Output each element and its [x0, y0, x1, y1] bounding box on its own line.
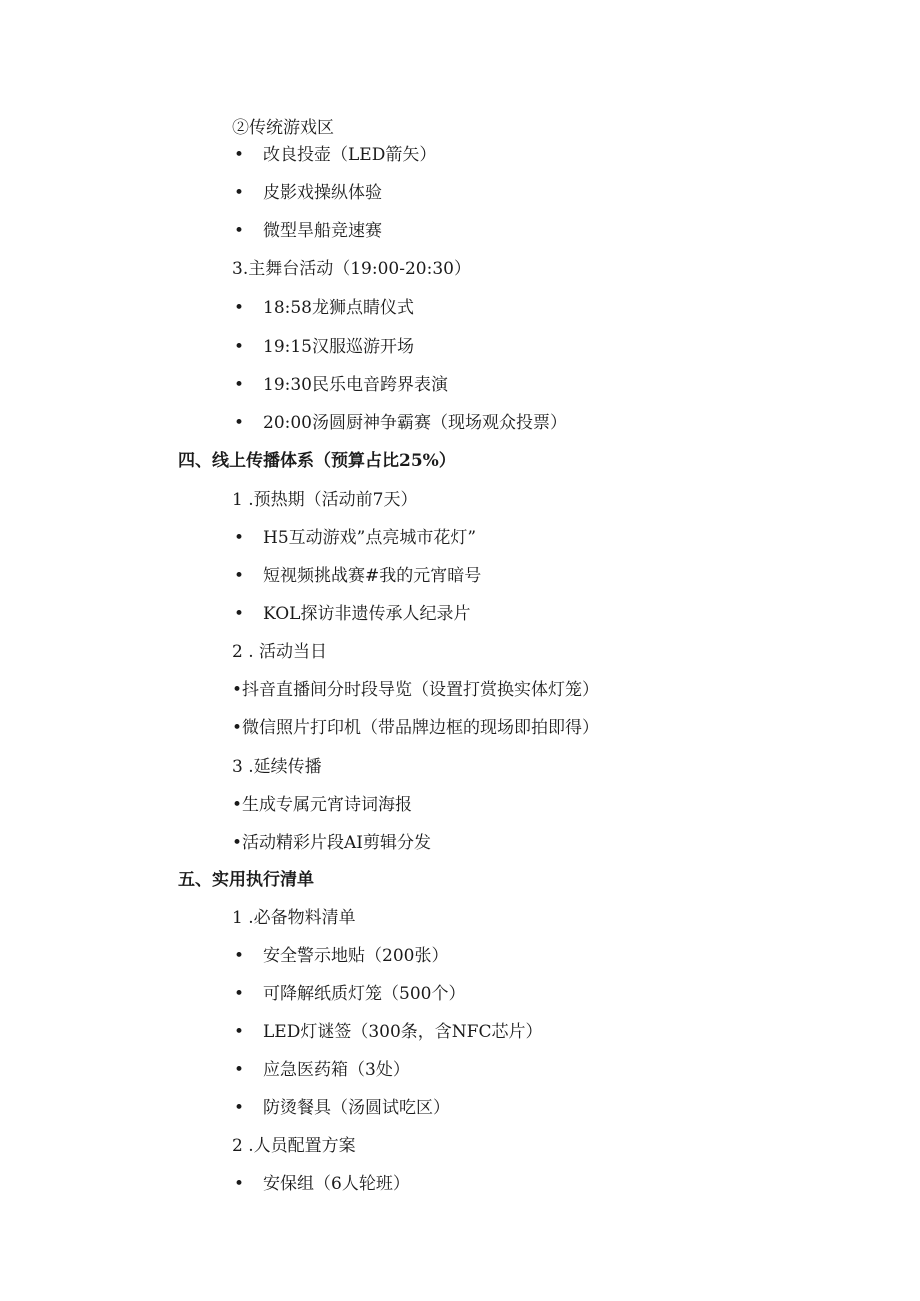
bullet-glyph: •: [234, 183, 245, 203]
bullet-item: LED灯谜签（300条，含NFC芯片）: [263, 1022, 543, 1042]
bullet-glyph: •: [234, 1022, 245, 1042]
bullet-item: 19:30民乐电音跨界表演: [263, 375, 448, 395]
bullet-glyph: •: [234, 413, 245, 433]
bullet-item: 短视频挑战赛#我的元宵暗号: [263, 566, 482, 586]
subsection-title: 1 .必备物料清单: [232, 908, 356, 928]
bullet-item: H5互动游戏”点亮城市花灯”: [263, 528, 477, 548]
inline-bullet-item: •生成专属元宵诗词海报: [232, 795, 413, 815]
bullet-glyph: •: [234, 566, 245, 586]
bullet-glyph: •: [234, 604, 245, 624]
subsection-title: 2 .人员配置方案: [232, 1136, 356, 1156]
subsection-title: 3 .延续传播: [232, 757, 322, 777]
subsection-title: ②传统游戏区: [232, 118, 334, 138]
bullet-item: 20:00汤圆厨神争霸赛（现场观众投票）: [263, 413, 567, 433]
bullet-item: 皮影戏操纵体验: [263, 183, 382, 203]
section-heading: 五、实用执行清单: [178, 870, 314, 890]
bullet-item: KOL探访非遗传承人纪录片: [263, 604, 471, 624]
bullet-glyph: •: [234, 221, 245, 241]
bullet-glyph: •: [234, 375, 245, 395]
bullet-glyph: •: [234, 1060, 245, 1080]
inline-bullet-item: •活动精彩片段AI剪辑分发: [232, 833, 432, 853]
bullet-glyph: •: [234, 298, 245, 318]
bullet-item: 安保组（6人轮班）: [263, 1174, 410, 1194]
bullet-item: 18:58龙狮点睛仪式: [263, 298, 414, 318]
bullet-glyph: •: [234, 984, 245, 1004]
bullet-glyph: •: [234, 1174, 245, 1194]
bullet-glyph: •: [234, 528, 245, 548]
bullet-item: 改良投壶（LED箭矢）: [263, 145, 437, 165]
bullet-item: 可降解纸质灯笼（500个）: [263, 984, 466, 1004]
bullet-item: 防烫餐具（汤圆试吃区）: [263, 1098, 450, 1118]
bullet-item: 微型旱船竞速赛: [263, 221, 382, 241]
bullet-glyph: •: [234, 1098, 245, 1118]
bullet-glyph: •: [234, 145, 245, 165]
subsection-title: 1 .预热期（活动前7天）: [232, 490, 418, 510]
bullet-glyph: •: [234, 337, 245, 357]
section-heading: 四、线上传播体系（预算占比25%）: [178, 451, 456, 471]
bullet-item: 安全警示地贴（200张）: [263, 946, 449, 966]
subsection-title: 3.主舞台活动（19:00-20:30）: [232, 259, 471, 279]
inline-bullet-item: •微信照片打印机（带品牌边框的现场即拍即得）: [232, 718, 600, 738]
bullet-item: 19:15汉服巡游开场: [263, 337, 414, 357]
bullet-item: 应急医药箱（3处）: [263, 1060, 410, 1080]
inline-bullet-item: •抖音直播间分时段导览（设置打赏换实体灯笼）: [232, 680, 600, 700]
subsection-title: 2 . 活动当日: [232, 642, 328, 662]
bullet-glyph: •: [234, 946, 245, 966]
